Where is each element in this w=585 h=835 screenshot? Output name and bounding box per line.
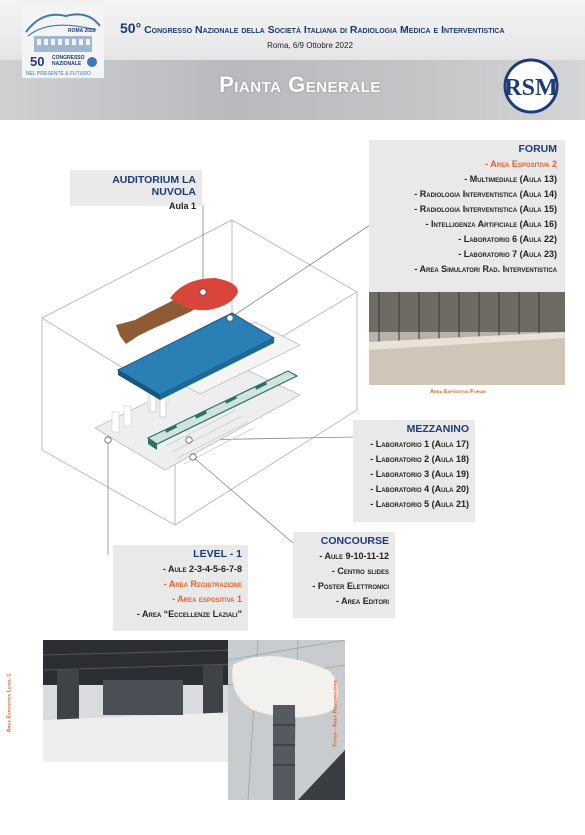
concourse-item: - Aule 9-10-11-12 bbox=[319, 551, 389, 561]
concourse-item: - Area Editori bbox=[335, 596, 389, 606]
forum-item: - Radiologia Interventistica (Aula 14) bbox=[414, 189, 557, 199]
level1-photo bbox=[43, 640, 238, 762]
mezzanino-item: - Laboratorio 3 (Aula 19) bbox=[370, 469, 469, 479]
level1-box bbox=[113, 545, 248, 631]
foyer-photo-caption: Foyer - Area Registrazione bbox=[332, 679, 339, 747]
mezzanino-item: - Laboratorio 2 (Aula 18) bbox=[370, 454, 469, 464]
auditorium-box bbox=[70, 170, 202, 211]
concourse-item: - Centro slides bbox=[331, 566, 389, 576]
forum-item: - Multimediale (Aula 13) bbox=[464, 174, 557, 184]
svg-text:NEL PRESENTE & FUTURO: NEL PRESENTE & FUTURO bbox=[26, 71, 91, 77]
page-title: Pianta Generale bbox=[219, 72, 381, 97]
svg-text:CONGRESSO: CONGRESSO bbox=[52, 55, 85, 61]
mezzanino-item: - Laboratorio 5 (Aula 21) bbox=[370, 499, 469, 509]
level1-photo-caption: Area Espositiva Level-1 bbox=[6, 673, 13, 733]
forum-item: - Area Espositiva 2 bbox=[485, 159, 557, 169]
concourse-box bbox=[293, 532, 395, 618]
forum-box bbox=[369, 140, 565, 292]
svg-text:NAZIONALE: NAZIONALE bbox=[52, 61, 82, 67]
svg-text:RSM: RSM bbox=[504, 75, 558, 101]
auditorium-item: Aula 1 bbox=[168, 201, 196, 211]
mezzanino-title: MEZZANINO bbox=[406, 423, 469, 435]
level1-item: - Aule 2-3-4-5-6-7-8 bbox=[162, 564, 242, 574]
level1-item: - Area Registrazione bbox=[163, 579, 242, 589]
forum-item: - Area Simulatori Rad. Interventistica bbox=[414, 264, 557, 274]
svg-text:ROMA 2022: ROMA 2022 bbox=[68, 28, 96, 34]
forum-item: - Laboratorio 6 (Aula 22) bbox=[458, 234, 557, 244]
auditorium-title: AUDITORIUM LA NUVOLA bbox=[112, 174, 196, 198]
forum-item: - Laboratorio 7 (Aula 23) bbox=[458, 249, 557, 259]
svg-text:50: 50 bbox=[30, 54, 45, 69]
concourse-title: CONCOURSE bbox=[320, 535, 389, 547]
conference-title: 50° Congresso Nazionale della Società Italiana di Radiologia Medica e Interventistica bbox=[120, 20, 505, 36]
level1-item: - Area espositiva 1 bbox=[172, 594, 242, 604]
concourse-item: - Poster Elettronici bbox=[312, 581, 389, 591]
level1-title: LEVEL - 1 bbox=[193, 548, 242, 560]
forum-photo-caption: Area Espositiva Forum bbox=[430, 389, 486, 395]
forum-photo bbox=[369, 292, 565, 385]
forum-item: - Radiologia Interventistica (Aula 15) bbox=[414, 204, 557, 214]
mezzanino-item: - Laboratorio 4 (Aula 20) bbox=[370, 484, 469, 494]
level1-item: - Area “Eccellenze Laziali” bbox=[136, 609, 242, 619]
mezzanino-box bbox=[353, 420, 475, 522]
foyer-photo bbox=[228, 640, 345, 800]
forum-item: - Intelligenza Artificiale (Aula 16) bbox=[425, 219, 557, 229]
conference-date: Roma, 6/9 Ottobre 2022 bbox=[267, 41, 353, 50]
forum-title: FORUM bbox=[518, 143, 557, 155]
mezzanino-item: - Laboratorio 1 (Aula 17) bbox=[370, 439, 469, 449]
